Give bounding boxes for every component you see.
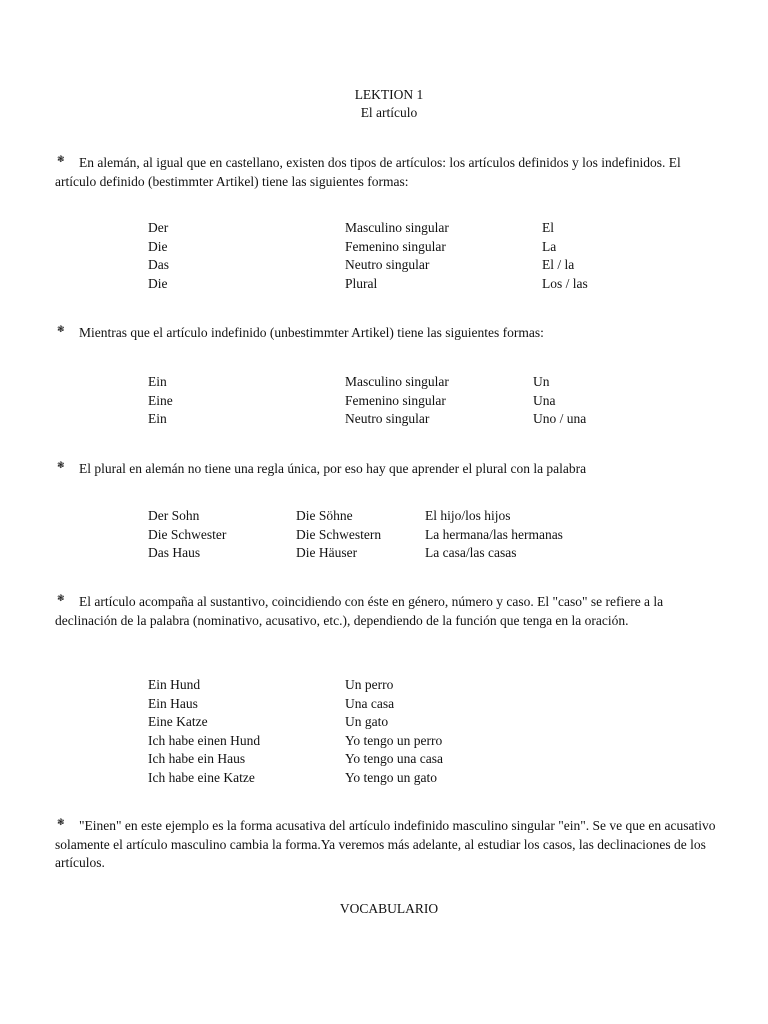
singular-form: Das Haus (148, 545, 201, 561)
gender-category: Femenino singular (345, 392, 446, 408)
singular-form: Der Sohn (148, 508, 200, 523)
spanish-translation: La hermana/las hermanas (425, 526, 563, 542)
table-row (0, 275, 768, 294)
spanish-article: La (542, 238, 557, 254)
definite-articles-table (0, 219, 768, 293)
gender-category: Masculino singular (345, 374, 449, 389)
german-phrase: Ein Hund (148, 677, 201, 692)
flower-bullet-icon: ❃ (57, 154, 65, 164)
table-row (0, 695, 768, 714)
indefinite-articles-table (0, 373, 768, 429)
spanish-phrase: Una casa (345, 695, 395, 711)
gender-category: Neutro singular (345, 257, 430, 273)
plural-form: Die Schwestern (296, 526, 382, 542)
paragraph-text: En alemán, al igual que en castellano, existen dos tipos de artículos: los artículos definidos y los indefinidos. El artículo definido (bestimmter Artikel) tiene las siguientes formas: (55, 155, 681, 189)
paragraph-indefinite-intro (55, 324, 725, 343)
german-phrase: Ich habe eine Katze (148, 769, 255, 785)
table-row (0, 544, 768, 563)
spanish-article: El / la (542, 257, 575, 273)
german-article: Die (148, 275, 168, 291)
gender-category: Plural (345, 275, 378, 291)
paragraph-text: El plural en alemán no tiene una regla única, por eso hay que aprender el plural con la palabra (79, 461, 587, 476)
singular-form: Die Schwester (148, 526, 227, 542)
table-row (0, 507, 768, 526)
plural-examples-table (0, 507, 768, 563)
paragraph-text: El artículo acompaña al sustantivo, coincidiendo con éste en género, número y caso. El "caso" se refiere a la declinación de la palabra (nominativo, acusativo, etc.), dependiendo de la función que tenga en la oración. (55, 594, 664, 628)
table-row (0, 373, 768, 392)
paragraph-text: Mientras que el artículo indefinido (unbestimmter Artikel) tiene las siguientes formas: (79, 325, 544, 340)
lesson-subtitle: El artículo (360, 105, 418, 120)
table-row (0, 392, 768, 411)
plural-form: Die Söhne (296, 508, 353, 523)
table-row (0, 769, 768, 788)
table-row (0, 732, 768, 751)
table-row (0, 256, 768, 275)
spanish-translation: El hijo/los hijos (425, 508, 511, 523)
spanish-phrase: Un perro (345, 677, 394, 692)
table-row (0, 219, 768, 238)
table-row (0, 713, 768, 732)
paragraph-definite-intro (55, 154, 725, 191)
gender-category: Masculino singular (345, 220, 449, 235)
gender-category: Femenino singular (345, 238, 446, 254)
spanish-phrase: Yo tengo un gato (345, 769, 438, 785)
german-phrase: Ich habe einen Hund (148, 732, 261, 748)
german-phrase: Eine Katze (148, 714, 208, 730)
german-article: Der (148, 220, 169, 235)
vocabulary-heading: VOCABULARIO (339, 901, 439, 916)
german-article: Eine (148, 392, 173, 408)
flower-bullet-icon: ❃ (57, 817, 65, 827)
paragraph-accusative-note (55, 817, 725, 873)
spanish-phrase: Un gato (345, 714, 389, 730)
table-row (0, 750, 768, 769)
spanish-phrase: Yo tengo un perro (345, 732, 443, 748)
table-row (0, 238, 768, 257)
plural-form: Die Häuser (296, 545, 358, 561)
spanish-article: El (542, 220, 554, 235)
table-row (0, 676, 768, 695)
spanish-translation: La casa/las casas (425, 545, 517, 561)
gender-category: Neutro singular (345, 411, 430, 427)
german-phrase: Ein Haus (148, 695, 198, 711)
spanish-article: Uno / una (533, 411, 587, 427)
example-sentences-table (0, 676, 768, 788)
table-row (0, 410, 768, 429)
flower-bullet-icon: ❃ (57, 460, 65, 470)
spanish-article: Un (533, 374, 550, 389)
table-row (0, 526, 768, 545)
german-phrase: Ich habe ein Haus (148, 751, 246, 767)
german-article: Das (148, 257, 169, 273)
flower-bullet-icon: ❃ (57, 593, 65, 603)
german-article: Die (148, 238, 168, 254)
spanish-phrase: Yo tengo una casa (345, 751, 443, 767)
lesson-title: LEKTION 1 (354, 87, 424, 102)
flower-bullet-icon: ❃ (57, 324, 65, 334)
german-article: Ein (148, 374, 167, 389)
spanish-article: Una (533, 392, 556, 408)
spanish-article: Los / las (542, 275, 588, 291)
paragraph-plural-intro (55, 460, 725, 479)
paragraph-case-explanation (55, 593, 725, 630)
paragraph-text: "Einen" en este ejemplo es la forma acusativa del artículo indefinido masculino singular "ein". Se ve que en acusativo solamente el artículo masculino cambia la forma.Ya veremos más adelante, al estudiar los casos, las declinaciones de los artículos. (55, 818, 716, 870)
german-article: Ein (148, 411, 167, 427)
